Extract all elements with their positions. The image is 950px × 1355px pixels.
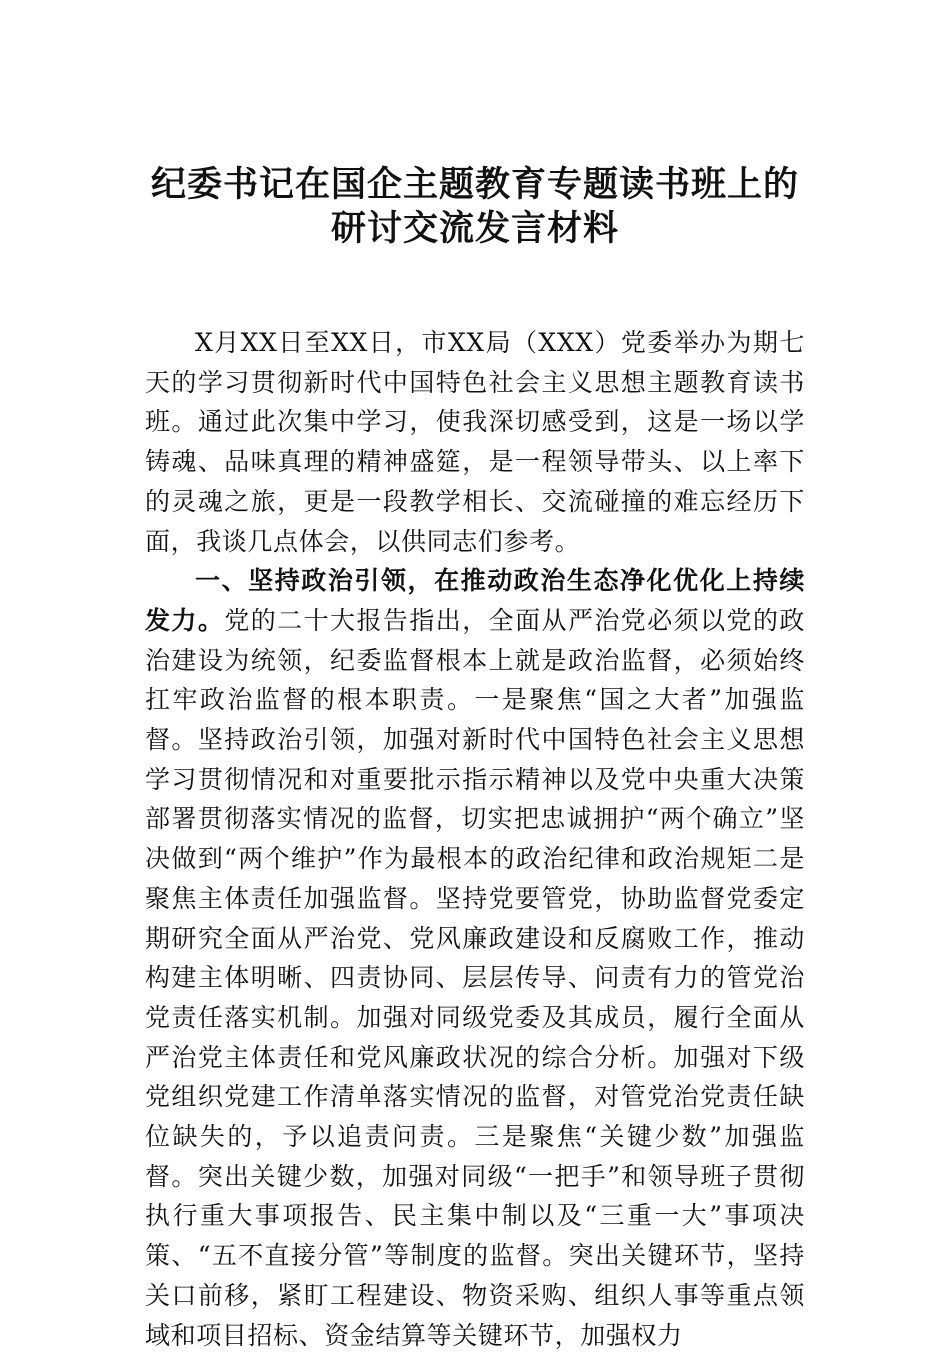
document-title-line1: 纪委书记在国企主题教育专题读书班上的 bbox=[150, 165, 799, 205]
document-title-line2: 研讨交流发言材料 bbox=[330, 209, 619, 249]
section1-paragraph bbox=[145, 561, 805, 1355]
document-body bbox=[145, 323, 805, 1355]
section1-body: 党的二十大报告指出，全面从严治党必须以党的政治建设为统领，纪委监督根本上就是政治监督，必须始终扛牢政治监督的根本职责。一是聚焦“国之大者”加强监督。坚持政治引领，加强对新时代中国特色社会主义思想学习贯彻情况和对重要批示指示精神以及党中央重大决策部署贯彻落实情况的监督，切实把忠诚拥护“两个确立”坚决做到“两个维护”作为最根本的政治纪律和政治规矩二是聚焦主体责任加强监督。坚持党要管党，协助监督党委定期研究全面从严治党、党风廉政建设和反腐败工作，推动构建主体明晰、四责协同、层层传导、问责有力的管党治党责任落实机制。加强对同级党委及其成员，履行全面从严治党主体责任和党风廉政状况的综合分析。加强对下级党组织党建工作清单落实情况的监督，对管党治党责任缺位缺失的，予以追责问责。三是聚焦“关键少数”加强监督。突出关键少数，加强对同级“一把手”和领导班子贯彻执行重大事项报告、民主集中制以及“三重一大”事项决策、“五不直接分管”等制度的监督。突出关键环节，坚持关口前移，紧盯工程建设、物资采购、组织人事等重点领域和项目招标、资金结算等关键环节，加强权力 bbox=[145, 605, 806, 1350]
intro-paragraph: X月XX日至XX日，市XX局（XXX）党委举办为期七天的学习贯彻新时代中国特色社会主义思想主题教育读书班。通过此次集中学习，使我深切感受到，这是一场以学铸魂、品味真理的精神盛筵，是一程领导带头、以上率下的灵魂之旅，更是一段教学相长、交流碰撞的难忘经历下面，我谈几点体会，以供同志们参考。 bbox=[145, 328, 805, 556]
section1-heading: 一、坚持政治引领，在推动政治生态净化优化上持续发力。 bbox=[145, 566, 805, 635]
